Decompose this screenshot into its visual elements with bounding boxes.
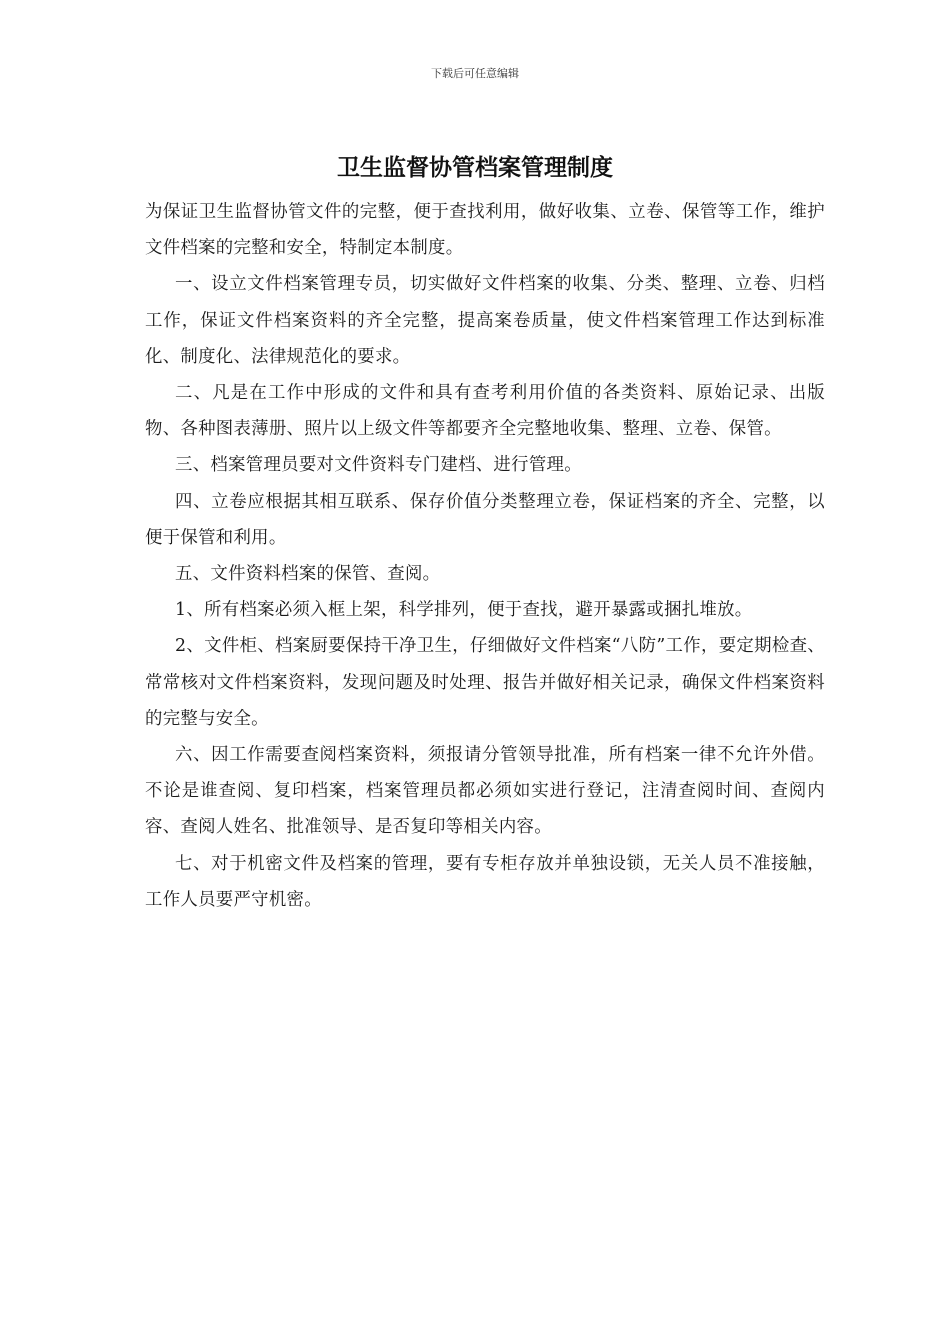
paragraph-intro: 为保证卫生监督协管文件的完整，便于查找利用，做好收集、立卷、保管等工作，维护文件档案的完整和安全，特制定本制度。 — [145, 202, 825, 259]
paragraph-item-5-1: 1、所有档案必须入框上架，科学排列，便于查找，避开暴露或捆扎堆放。 — [175, 600, 753, 621]
paragraph-item-5-2: 2、文件柜、档案厨要保持干净卫生，仔细做好文件档案“八防”工作，要定期检查、常常核对文件档案资料，发现问题及时处理、报告并做好相关记录，确保文件档案资料的完整与安全。 — [145, 636, 825, 729]
paragraph-item-4: 四、立卷应根据其相互联系、保存价值分类整理立卷，保证档案的齐全、完整，以便于保管和利用。 — [145, 491, 825, 548]
document-body — [145, 194, 825, 918]
paragraph-item-6: 六、因工作需要查阅档案资料，须报请分管领导批准，所有档案一律不允许外借。不论是谁查阅、复印档案，档案管理员都必须如实进行登记，注清查阅时间、查阅内容、查阅人姓名、批准领导、是否复印等相关内容。 — [145, 745, 825, 838]
paragraph-item-1: 一、设立文件档案管理专员，切实做好文件档案的收集、分类、整理、立卷、归档工作，保证文件档案资料的齐全完整，提高案卷质量，使文件档案管理工作达到标准化、制度化、法律规范化的要求。 — [145, 274, 825, 367]
paragraph-item-2: 二、凡是在工作中形成的文件和具有查考利用价值的各类资料、原始记录、出版物、各种图表薄册、照片以上级文件等都要齐全完整地收集、整理、立卷、保管。 — [145, 383, 825, 440]
header-note: 下载后可任意编辑 — [431, 67, 519, 80]
paragraph-item-7: 七、对于机密文件及档案的管理，要有专柜存放并单独设锁，无关人员不准接触，工作人员要严守机密。 — [145, 853, 825, 910]
document-title: 卫生监督协管档案管理制度 — [337, 155, 613, 181]
paragraph-item-3: 三、档案管理员要对文件资料专门建档、进行管理。 — [175, 455, 582, 476]
paragraph-item-5: 五、文件资料档案的保管、查阅。 — [175, 564, 441, 585]
